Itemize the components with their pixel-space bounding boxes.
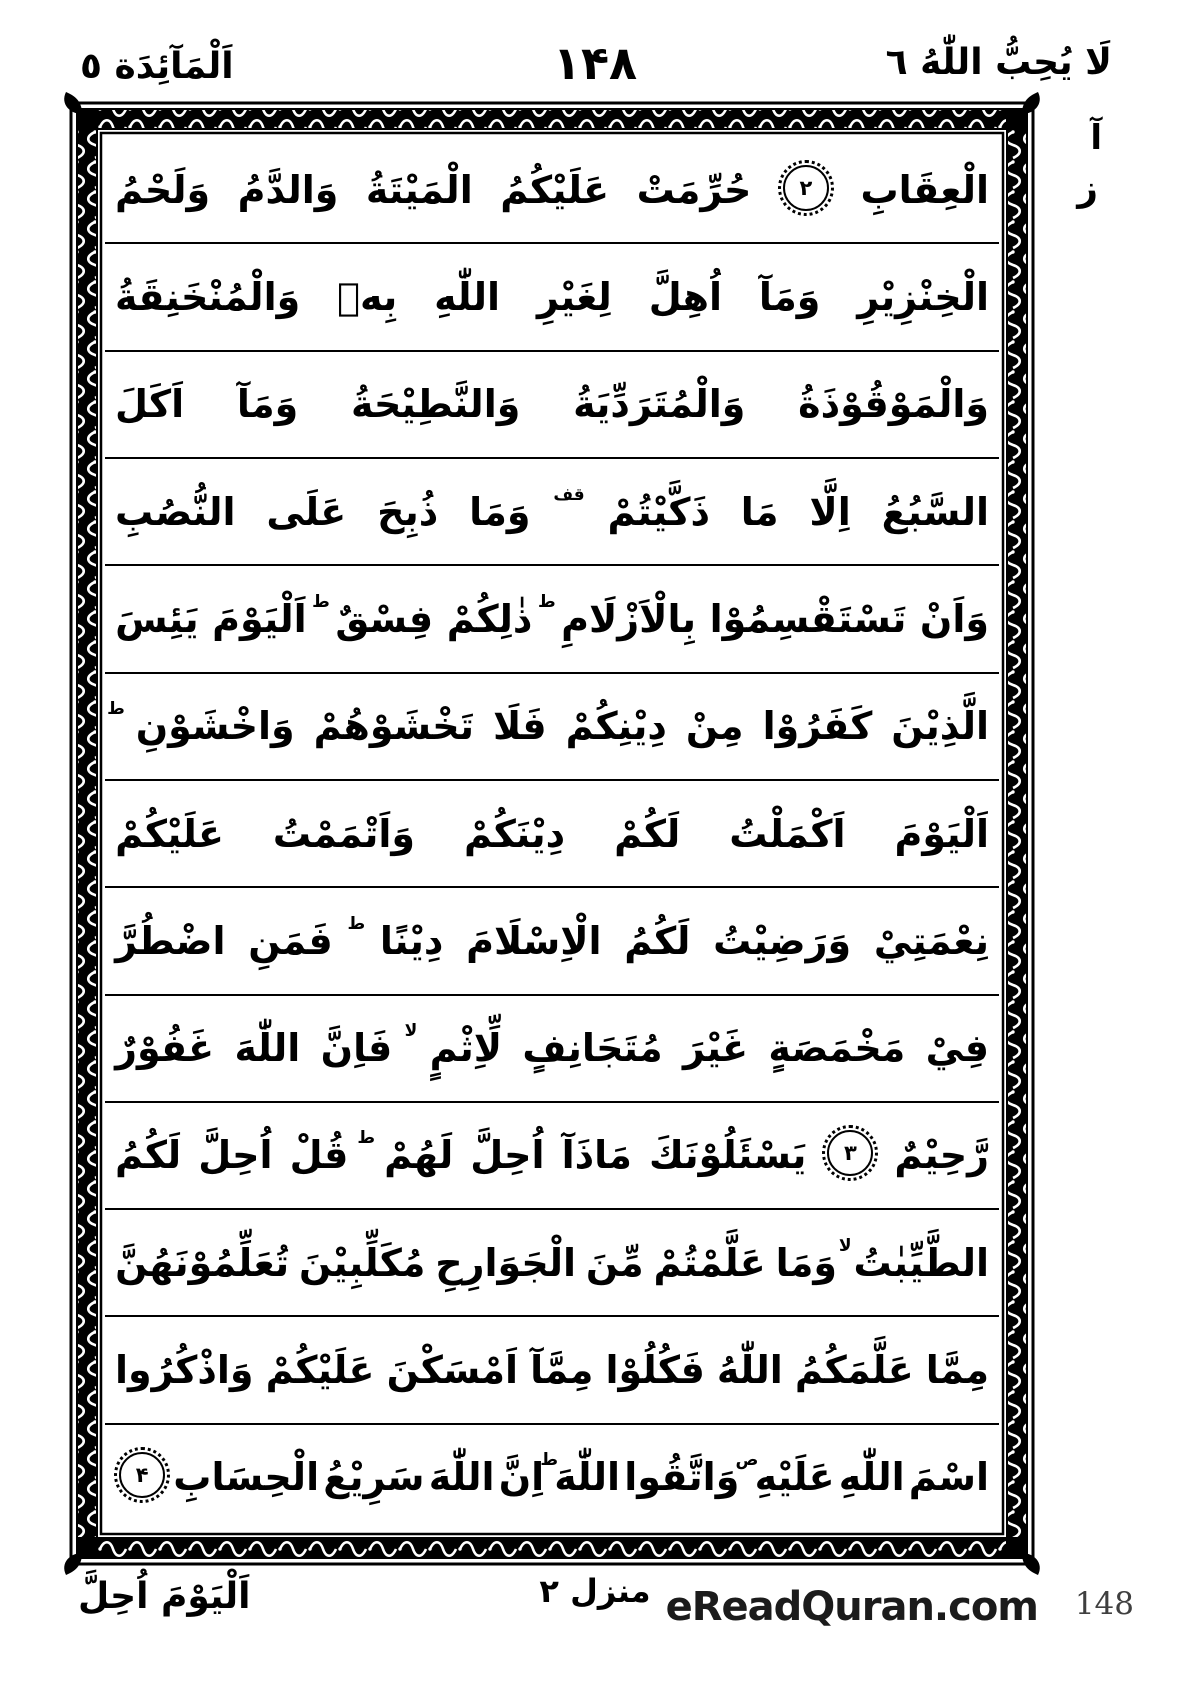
margin-mark-top: آ: [1090, 118, 1102, 158]
quran-word: فَمَنِ: [248, 918, 333, 963]
quran-word: الْحِسَابِ: [173, 1455, 320, 1500]
text-frame: [68, 100, 1036, 1567]
quran-line-2: [105, 244, 999, 351]
quran-word: لِغَيْرِ: [536, 274, 612, 319]
quran-word: فِيْ: [925, 1026, 989, 1071]
quran-word: مَخْمَصَةٍ: [768, 1026, 906, 1071]
waqf-stop-mark: ص: [735, 1450, 759, 1471]
quran-word: مِّنَ: [585, 1240, 644, 1285]
quran-word: فَاِنَّ: [320, 1026, 393, 1071]
quran-word: عَلَيْكُمْ: [265, 1348, 375, 1393]
quran-word: وَمَآ: [758, 274, 821, 319]
waqf-stop-mark: ط: [107, 699, 125, 720]
quran-word: يَئِسَ: [115, 596, 199, 641]
quran-word: مَا: [740, 489, 779, 534]
quran-word: لَكُمُ: [624, 918, 691, 963]
quran-word: الْخِنْزِيْرِ: [857, 274, 989, 319]
quran-word: عَلَّمَكُمُ: [794, 1348, 914, 1393]
quran-word: وَمَا: [775, 1240, 838, 1285]
waqf-stop-mark: لا: [838, 1235, 852, 1256]
quran-word: ذَكَّيْتُمْ: [607, 489, 710, 534]
quran-word: اللّٰهِ: [434, 274, 501, 319]
quran-word: تَسْتَقْسِمُوْا: [709, 596, 907, 641]
juz-name-label: لَا يُحِبُّ اللّٰهُ ٦: [885, 42, 1112, 83]
ayah-end-medallion: ٢: [783, 165, 829, 211]
quran-word: الْجَوَارِحِ: [435, 1240, 577, 1285]
quran-word: اَلْيَوْمَ: [894, 811, 989, 856]
page-number: 148: [1074, 1586, 1134, 1622]
surah-name-label: اَلْمَآئِدَة ٥: [80, 46, 234, 87]
page-number-arabic: ١۴٨: [552, 36, 638, 90]
quran-word: لَكُمُ: [115, 1133, 182, 1178]
quran-word: دِيْنَكُمْ: [463, 811, 566, 856]
waqf-stop-mark: قف: [553, 484, 585, 505]
quran-line-13: [105, 1425, 999, 1530]
quran-word: نِعْمَتِيْ: [873, 918, 989, 963]
quran-word: الْعِقَابِ: [860, 167, 989, 212]
quran-word: بِهٖ: [337, 274, 398, 319]
quran-word: مُتَجَانِفٍ: [522, 1026, 663, 1071]
quran-line-10: [105, 1103, 999, 1210]
quran-word: وَالْمُتَرَدِّيَةُ: [573, 382, 746, 427]
quran-word: الْاِسْلَامَ: [466, 918, 602, 963]
waqf-stop-mark: ط: [537, 591, 556, 612]
quran-word: اُهِلَّ: [648, 274, 723, 319]
quran-line-6: [105, 674, 999, 781]
quran-word: اَكَلَ: [115, 382, 185, 427]
quran-text-area: [105, 137, 999, 1530]
quran-word: وَاخْشَوْنِ: [135, 704, 295, 749]
quran-word: دِيْنًا: [379, 918, 444, 963]
quran-word: رَّحِيْمٌ: [894, 1133, 989, 1178]
quran-word: اللّٰهَ: [428, 1455, 495, 1500]
quran-word: وَالْمُنْخَنِقَةُ: [115, 274, 301, 319]
quran-line-12: [105, 1317, 999, 1424]
margin-mark-bottom: ز: [1077, 168, 1098, 209]
quran-word: اُحِلَّ: [470, 1133, 545, 1178]
ayah-end-medallion: ۴: [119, 1452, 165, 1498]
quran-word: يَسْئَلُوْنَكَ: [648, 1133, 807, 1178]
quran-word: اللّٰهُ: [716, 1348, 783, 1393]
quran-word: غَيْرَ: [682, 1026, 749, 1071]
quran-word: كَفَرُوْا: [762, 704, 873, 749]
quran-word: سَرِيْعُ: [323, 1455, 425, 1500]
quran-line-9: [105, 996, 999, 1103]
quran-word: اللّٰهَ: [554, 1455, 621, 1500]
quran-word: وَاَنْ: [919, 596, 989, 641]
quran-word: اضْطُرَّ: [115, 918, 226, 963]
quran-word: فَكُلُوْا: [605, 1348, 705, 1393]
next-page-catchword: اَلْيَوْمَ اُحِلَّ: [78, 1576, 251, 1617]
quran-word: وَالْمَوْقُوْذَةُ: [798, 382, 989, 427]
waqf-stop-mark: ط: [540, 1450, 559, 1471]
quran-word: وَالدَّمُ: [237, 167, 339, 212]
quran-word: فِسْقٌ: [335, 596, 434, 641]
quran-word: عَلَّمْتُمْ: [653, 1240, 766, 1285]
quran-line-11: [105, 1210, 999, 1317]
quran-word: ذٰلِكُمْ: [446, 596, 533, 641]
quran-line-7: [105, 781, 999, 888]
quran-word: اَمْسَكْنَ: [386, 1348, 519, 1393]
quran-word: اسْمَ: [908, 1455, 989, 1500]
quran-word: وَرَضِيْتُ: [713, 918, 852, 963]
quran-word: اُحِلَّ: [198, 1133, 273, 1178]
quran-word: عَلَى: [266, 489, 347, 534]
waqf-stop-mark: ط: [347, 913, 366, 934]
quran-word: ذُبِحَ: [377, 489, 439, 534]
quran-word: اللّٰهَ: [234, 1026, 301, 1071]
quran-word: بِالْاَزْلَامِ: [561, 596, 697, 641]
quran-word: مِمَّا: [925, 1348, 989, 1393]
quran-word: اِلَّا: [809, 489, 851, 534]
website-watermark: eReadQuran.com: [665, 1584, 1038, 1630]
manzil-label: منزل ٢: [539, 1572, 651, 1610]
quran-word: وَالنَّطِيْحَةُ: [350, 382, 521, 427]
quran-word: لِّاِثْمٍ: [429, 1026, 503, 1071]
quran-word: الطَّيِّبٰتُ: [853, 1240, 989, 1285]
quran-word: تَخْشَوْهُمْ: [313, 704, 474, 749]
quran-word: اللّٰهِ: [838, 1455, 905, 1500]
quran-word: مَاذَآ: [561, 1133, 632, 1178]
quran-line-8: [105, 888, 999, 995]
quran-word: وَاتَّقُوا: [624, 1455, 740, 1500]
ayah-end-medallion: ٣: [827, 1130, 873, 1176]
waqf-stop-mark: ط: [312, 591, 330, 612]
quran-word: دِيْنِكُمْ: [565, 704, 667, 749]
quran-word: عَلَيْكُمْ: [115, 811, 224, 856]
quran-word: وَاذْكُرُوا: [115, 1348, 254, 1393]
quran-word: مُكَلِّبِيْنَ: [299, 1240, 426, 1285]
quran-word: غَفُوْرٌ: [115, 1026, 215, 1071]
quran-word: مِمَّآ: [530, 1348, 594, 1393]
waqf-stop-mark: لا: [404, 1021, 418, 1042]
quran-word: عَلَيْكُمُ: [500, 167, 610, 212]
quran-word: اَلْيَوْمَ: [212, 596, 307, 641]
quran-word: الْمَيْتَةُ: [365, 167, 473, 212]
quran-word: وَاَتْمَمْتُ: [272, 811, 415, 856]
quran-line-4: [105, 459, 999, 566]
quran-word: لَكُمْ: [614, 811, 681, 856]
quran-word: النُّصُبِ: [115, 489, 236, 534]
quran-word: اِنَّ: [498, 1455, 545, 1500]
quran-word: الَّذِيْنَ: [891, 704, 989, 749]
quran-line-3: [105, 352, 999, 459]
quran-word: حُرِّمَتْ: [636, 167, 752, 212]
quran-word: مِنْ: [685, 704, 744, 749]
quran-line-1: [105, 137, 999, 244]
quran-word: قُلْ: [289, 1133, 349, 1178]
quran-word: وَلَحْمُ: [115, 167, 211, 212]
quran-word: عَلَيْهِ: [754, 1455, 835, 1500]
quran-word: وَمَا: [469, 489, 531, 534]
quran-word: لَهُمْ: [384, 1133, 454, 1178]
quran-line-5: [105, 566, 999, 673]
waqf-stop-mark: ط: [357, 1128, 376, 1149]
quran-word: وَمَآ: [236, 382, 299, 427]
quran-word: تُعَلِّمُوْنَهُنَّ: [115, 1240, 290, 1285]
quran-word: فَلَا: [492, 704, 547, 749]
quran-word: السَّبُعُ: [881, 489, 989, 534]
quran-word: اَكْمَلْتُ: [729, 811, 846, 856]
